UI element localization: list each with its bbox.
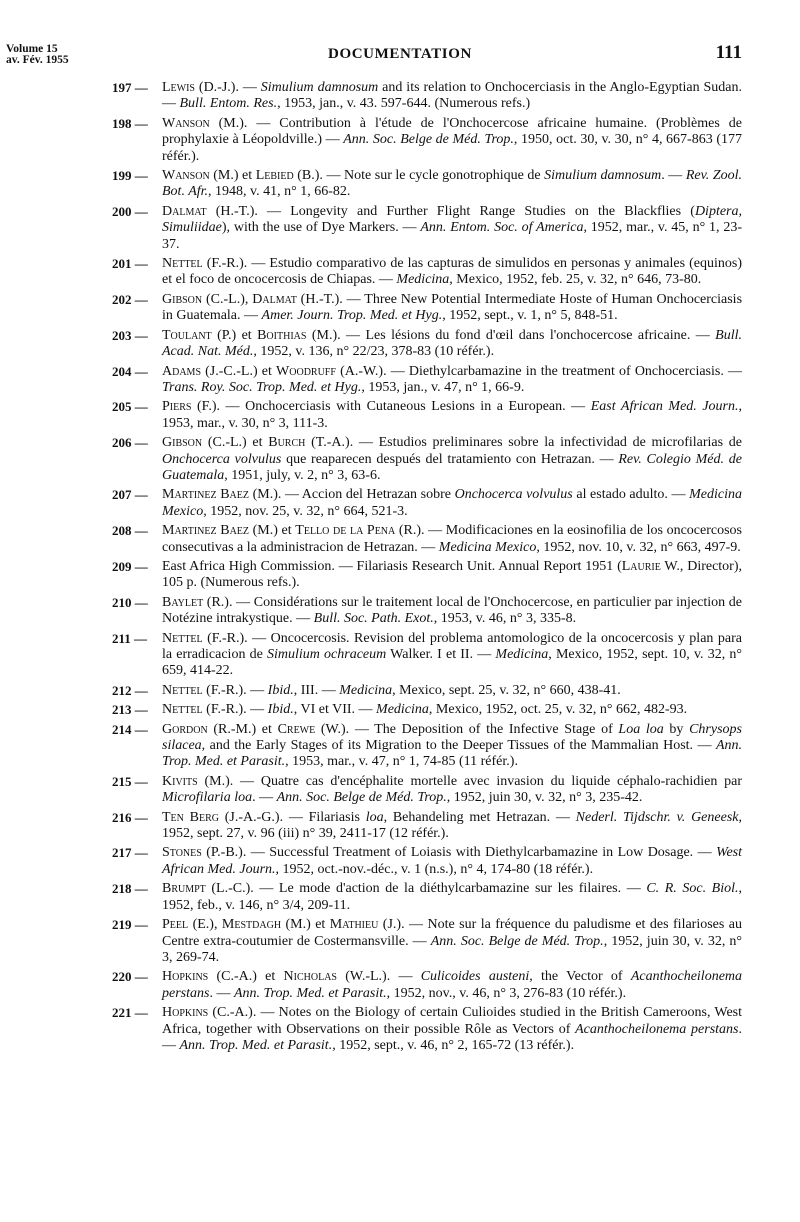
entry-text: ,	[244, 291, 253, 307]
italic-text: C. R. Soc. Biol.	[646, 881, 739, 897]
italic-text: West African Med. Journ.	[162, 845, 743, 877]
bibliography-list	[112, 80, 742, 1057]
entry-text: , 1952, v. 136, n° 22/23, 378-83 (10 référ.).	[253, 344, 495, 360]
entry-text: . — Considérations sur le traitement local de l'Onchocercose, en particulier par injection de Notézine intrakystique. —	[162, 594, 742, 627]
entry-text: et	[238, 168, 256, 184]
entry-number: 214 —	[112, 721, 148, 737]
entry-text: . — Les lésions du fond d'œil dans l'onchocercose africaine. —	[337, 327, 716, 343]
entry-text: , Mexico, 1952, feb. 25, v. 32, n° 646, 73-80.	[449, 272, 702, 288]
bibliography-entry	[112, 702, 742, 718]
bibliography-entry	[112, 559, 742, 592]
entry-number: 210 —	[112, 594, 148, 610]
entry-text: . —	[252, 790, 277, 806]
author-name: Nettel (F.-R.)	[162, 702, 244, 718]
italic-text: Amer. Journ. Trop. Med. et Hyg.	[261, 308, 443, 324]
bibliography-entry	[112, 810, 742, 843]
entry-text: , 1952, nov. 10, v. 32, n° 663, 497-9.	[536, 539, 741, 555]
italic-text: Ann. Trop. Med. et Parasit.	[179, 1037, 333, 1053]
entry-number: 217 —	[112, 845, 148, 861]
entry-text: , 1953, jan., v. 47, n° 1, 66-9.	[361, 379, 525, 395]
bibliography-entry	[112, 399, 742, 432]
italic-text: Diptera, Simuliidae	[162, 203, 742, 236]
italic-text: Medicina Mexico	[162, 487, 742, 519]
entry-text: by	[663, 721, 690, 737]
author-name: Toulant (P.)	[162, 327, 237, 343]
author-name: Woodruff (A.-W.)	[276, 363, 384, 379]
author-name: Martinez Baez (M.)	[162, 523, 278, 539]
italic-text: East African Med. Journ.	[590, 399, 739, 415]
entry-text: . — Onchocerciasis with Cutaneous Lesions in a European. —	[216, 399, 591, 415]
bibliography-entry	[112, 328, 742, 361]
entry-text: et	[256, 721, 278, 737]
entry-text: , Mexico, 1952, oct. 25, v. 32, n° 662, 482-93.	[428, 702, 688, 718]
entry-text: . — Note sur le cycle gonotrophique de	[319, 168, 545, 184]
entry-number: 200 —	[112, 203, 148, 219]
italic-text: Acanthocheilonema perstans	[575, 1021, 739, 1037]
italic-text: Ann. Soc. Belge de Méd. Trop.	[343, 132, 514, 148]
entry-text: , 1952, feb., v. 146, n° 3/4, 209-11.	[162, 881, 742, 913]
italic-text: Loa loa	[618, 721, 664, 737]
entry-text: ,	[213, 917, 222, 933]
entry-text: . — Contribution à l'étude de l'Onchocercose africaine humaine. (Problèmes de prophylaxie à Léopoldville.) —	[162, 115, 742, 148]
italic-text: Simulium damnosum	[544, 168, 662, 184]
author-name: Lebied (B.)	[255, 168, 320, 184]
author-name: Nettel (F.-R.)	[162, 630, 245, 646]
entry-text: , VI et VII. —	[293, 702, 377, 718]
entry-text: , 1953, mar., v. 47, n° 1, 74-85 (11 référ.).	[285, 754, 518, 770]
bibliography-entry	[112, 917, 742, 966]
entry-number: 218 —	[112, 881, 148, 897]
entry-number: 215 —	[112, 773, 148, 789]
italic-text: Acanthocheilonema perstans	[162, 969, 743, 1001]
italic-text: Chrysops silacea	[162, 721, 742, 754]
entry-text: . —	[235, 80, 261, 95]
bibliography-entry	[112, 881, 742, 914]
entry-number: 219 —	[112, 917, 148, 933]
italic-text: Medicina Mexico	[438, 539, 537, 555]
bibliography-entry	[112, 80, 742, 113]
entry-text: , 1953, v. 46, n° 3, 335-8.	[433, 611, 577, 627]
author-name: Ten Berg (J.-A.-G.)	[162, 809, 280, 825]
bibliography-entry	[112, 774, 742, 807]
author-name: Dalmat (H.-T.)	[252, 291, 340, 307]
entry-text: . —	[661, 168, 686, 184]
author-name: Boithias (M.)	[257, 327, 338, 343]
author-name: Nicholas (W.-L.)	[283, 969, 387, 985]
entry-text: , Behandeling met Hetrazan. —	[383, 809, 576, 825]
entry-text: . — Longevity and Further Flight Range Studies on the Blackflies (	[254, 203, 695, 219]
bibliography-entry	[112, 595, 742, 628]
entry-text: , 1952, sept., v. 46, n° 2, 165-72 (13 référ.).	[332, 1037, 575, 1053]
entry-text: . —	[386, 969, 421, 985]
italic-text: Ibid.	[267, 682, 294, 698]
bibliography-entry	[112, 523, 742, 556]
italic-text: Onchocerca volvulus	[454, 487, 573, 503]
entry-text: . — Notes on the Biology of certain Culioides studied in the British Cameroons, West Africa, together with Observations on their possible Rôle as Vectors of	[162, 1005, 742, 1037]
running-title: DOCUMENTATION	[328, 46, 472, 62]
italic-text: Ann. Trop. Med. et Parasit.	[162, 738, 742, 770]
entry-text: , 1953, jan., v. 43. 597-644. (Numerous refs.)	[277, 96, 531, 112]
italic-text: loa	[365, 809, 384, 825]
entry-text: et	[256, 969, 284, 985]
entry-text: . — Three New Potential Intermediate Hoste of Human Onchocerciasis in Guatemala. —	[162, 291, 743, 324]
entry-text: , 1950, oct. 30, v. 30, n° 4, 667-863 (177 référ.).	[162, 132, 742, 164]
entry-text: . — Modificaciones en la eosinofilia de los oncocercosos consecutivas a la administracion de Hetrazan. —	[162, 523, 743, 555]
entry-number: 203 —	[112, 327, 148, 343]
italic-text: Simulium ochraceum	[267, 647, 387, 662]
entry-number: 212 —	[112, 682, 148, 698]
italic-text: Ann. Trop. Med. et Parasit.	[233, 985, 387, 1001]
entry-text: East Africa High Commission. — Filariasis Research Unit. Annual Report 1951 (	[162, 558, 622, 574]
italic-text: Ann. Entom. Soc. of America	[420, 220, 584, 236]
entry-text: ), with the use of Dye Markers. —	[221, 220, 421, 236]
entry-text: et	[236, 327, 258, 343]
entry-number: 198 —	[112, 115, 148, 131]
italic-text: Simulium damnosum	[260, 80, 379, 95]
entry-text: . — Estudio comparativo de las capturas de simulidos en personas y animales (equinos) et el foco de oncocercosis de Chiapas. —	[162, 256, 742, 288]
bibliography-entry	[112, 722, 742, 771]
author-name: Lewis (D.-J.)	[162, 80, 236, 95]
author-name: Brumpt (L.-C.)	[162, 881, 251, 897]
italic-text: Ann. Soc. Belge de Méd. Trop.	[430, 933, 604, 949]
bibliography-entry	[112, 168, 742, 201]
entry-text: . — Oncocercosis. Revision del problema antomologico de la oncocercosis y plan para la erradicacion de	[162, 630, 742, 662]
entry-text: et	[277, 523, 296, 539]
entry-text: , 1952, juin 30, v. 32, n° 3, 269-74.	[162, 933, 743, 965]
entry-number: 213 —	[112, 702, 148, 718]
author-name: Gibson (C.-L.)	[162, 291, 245, 307]
bibliography-entry	[112, 487, 742, 520]
author-name: Nettel (F.-R.)	[162, 256, 244, 272]
entry-text: et	[310, 917, 330, 933]
entry-text: , 1952, oct.-nov.-déc., v. 1 (n.s.), n° 4, 174-80 (18 référ.).	[275, 861, 594, 877]
page-number: 111	[715, 42, 742, 63]
italic-text: Rev. Zool. Bot. Afr.	[162, 168, 742, 200]
entry-text: , the Vector of	[529, 969, 631, 985]
author-name: Burch (T.-A.)	[268, 435, 350, 451]
author-name: Gibson (C.-L.)	[162, 435, 247, 451]
entry-number: 202 —	[112, 291, 148, 307]
entry-number: 199 —	[112, 168, 148, 184]
author-name: Dalmat (H.-T.)	[162, 203, 255, 219]
entry-text: . —	[209, 985, 234, 1001]
author-name: Baylet (R.)	[162, 594, 229, 610]
entry-text: , 1952, nov., v. 46, n° 3, 276-83 (10 référ.).	[386, 985, 627, 1001]
entry-text: . — Le mode d'action de la diéthylcarbamazine sur les filaires. —	[250, 881, 647, 897]
entry-text: . — Accion del Hetrazan sobre	[277, 487, 455, 503]
entry-text: que reaparecen después del tratamiento con Hetrazan. —	[281, 451, 619, 467]
entry-text: , Mexico, sept. 25, v. 32, n° 660, 438-41.	[392, 682, 621, 698]
entry-number: 207 —	[112, 487, 148, 503]
entry-text: , 1953, mar., v. 30, n° 3, 111-3.	[162, 399, 743, 431]
entry-text: . — Estudios preliminares sobre la infectividad de microfilarias de	[349, 435, 743, 451]
entry-text: . — Quatre cas d'encéphalite mortelle avec invasion du liquide céphalo-rachidien par	[229, 773, 742, 789]
author-name: Nettel (F.-R.)	[162, 682, 244, 698]
entry-number: 205 —	[112, 399, 148, 415]
italic-text: Bull. Acad. Nat. Méd.	[162, 327, 742, 360]
entry-number: 201 —	[112, 256, 148, 272]
italic-text: Medicina	[495, 647, 549, 662]
entry-number: 209 —	[112, 558, 148, 574]
author-name: Tello de la Pena (R.)	[295, 523, 422, 539]
entry-text: , 1952, sept. 27, v. 96 (iii) n° 39, 2411-17 (12 référ.).	[162, 809, 742, 842]
entry-text: , 1952, sept., v. 1, n° 5, 848-51.	[442, 308, 618, 324]
bibliography-entry	[112, 256, 742, 289]
italic-text: Medicina	[376, 702, 429, 718]
bibliography-entry	[112, 969, 742, 1002]
bibliography-entry	[112, 204, 742, 253]
bibliography-entry	[112, 1005, 742, 1054]
entry-text: Walker. I et II. —	[386, 647, 496, 662]
author-name: Mathieu (J.)	[329, 917, 402, 933]
bibliography-entry	[112, 364, 742, 397]
italic-text: Microfilaria loa	[162, 790, 253, 806]
entry-number: 208 —	[112, 523, 148, 539]
italic-text: Bull. Soc. Path. Exot.	[313, 611, 434, 627]
entry-text: , 1948, v. 41, n° 1, 66-82.	[208, 184, 351, 200]
bibliography-entry	[112, 845, 742, 878]
entry-text: . —	[243, 682, 268, 698]
entry-text: . —	[162, 1021, 742, 1053]
author-name: Kivits (M.)	[162, 773, 230, 789]
bibliography-entry	[112, 435, 742, 484]
entry-number: 204 —	[112, 363, 148, 379]
entry-text: . — Successful Treatment of Loiasis with Diethylcarbamazine in Low Dosage. —	[242, 845, 717, 861]
italic-text: Medicina	[396, 272, 450, 288]
bibliography-entry	[112, 631, 742, 680]
entry-text: . — Note sur la fréquence du paludisme et des filarioses au Centre extra-coutumier de Costermansville. —	[162, 917, 743, 949]
author-name: Hopkins (C.-A.)	[162, 1005, 253, 1021]
entry-text: et	[257, 363, 277, 379]
entry-number: 197 —	[112, 80, 148, 95]
author-name: Stones (P.-B.)	[162, 845, 243, 861]
entry-text: . — Diethylcarbamazine in the treatment of Onchocerciasis. —	[383, 363, 742, 379]
author-name: Peel (E.)	[162, 917, 214, 933]
issue-date-line: av. Fév. 1955	[6, 54, 69, 66]
italic-text: Culicoides austeni	[420, 969, 530, 985]
author-name: Gordon (R.-M.)	[162, 721, 257, 737]
italic-text: Onchocerca volvulus	[162, 451, 282, 467]
volume-line: Volume 15	[6, 43, 58, 55]
italic-text: Trans. Roy. Soc. Trop. Med. et Hyg.	[162, 379, 362, 395]
entry-text: , 1952, nov. 25, v. 32, n° 664, 521-3.	[203, 503, 408, 519]
entry-text: and its relation to Onchocerciasis in the Anglo-Egyptian Sudan. —	[162, 80, 743, 112]
entry-text: , and the Early Stages of its Migration to the Deeper Tissues of the Mammalian Host. —	[201, 738, 716, 754]
entry-text: , III. —	[293, 682, 340, 698]
entry-text: , Mexico, 1952, sept. 10, v. 32, n° 659, 414-22.	[162, 647, 742, 679]
bibliography-entry	[112, 683, 742, 699]
bibliography-entry	[112, 116, 742, 165]
italic-text: Bull. Entom. Res.	[179, 96, 278, 112]
author-name: Hopkins (C.-A.)	[162, 969, 257, 985]
entry-text: . — Filariasis	[279, 809, 366, 825]
author-name: Martinez Baez (M.)	[162, 487, 278, 503]
italic-text: Medicina	[339, 682, 393, 698]
entry-text: et	[246, 435, 269, 451]
author-name: Adams (J.-C.-L.)	[162, 363, 258, 379]
entry-number: 221 —	[112, 1005, 148, 1021]
entry-number: 206 —	[112, 435, 148, 451]
author-name: Piers (F.)	[162, 399, 217, 415]
author-name: Laurie W.	[621, 558, 680, 574]
author-name: Wanson (M.)	[162, 115, 244, 131]
entry-number: 220 —	[112, 969, 148, 985]
entry-text: , 1952, mar., v. 45, n° 1, 23-37.	[162, 220, 743, 252]
italic-text: Ann. Soc. Belge de Méd. Trop.	[276, 790, 447, 806]
page-header	[0, 42, 800, 76]
entry-number: 211 —	[112, 630, 148, 646]
entry-text: al estado adulto. —	[572, 487, 690, 503]
italic-text: Rev. Colegio Méd. de Guatemala	[162, 451, 742, 483]
entry-number: 216 —	[112, 809, 148, 825]
italic-text: Nederl. Tijdschr. v. Geneesk	[575, 809, 739, 825]
entry-text: . —	[243, 702, 268, 718]
entry-text: , 1952, juin 30, v. 32, n° 3, 235-42.	[446, 790, 643, 806]
author-name: Wanson (M.)	[162, 168, 239, 184]
author-name: Crewe (W.)	[277, 721, 346, 737]
italic-text: Ibid.	[267, 702, 294, 718]
entry-text: , 1951, july, v. 2, n° 3, 63-6.	[224, 467, 381, 483]
entry-text: , Director), 105 p. (Numerous refs.).	[162, 558, 743, 591]
entry-text: . — The Deposition of the Infective Stage of	[345, 721, 619, 737]
bibliography-entry	[112, 292, 742, 325]
author-name: Mestdagh (M.)	[221, 917, 311, 933]
